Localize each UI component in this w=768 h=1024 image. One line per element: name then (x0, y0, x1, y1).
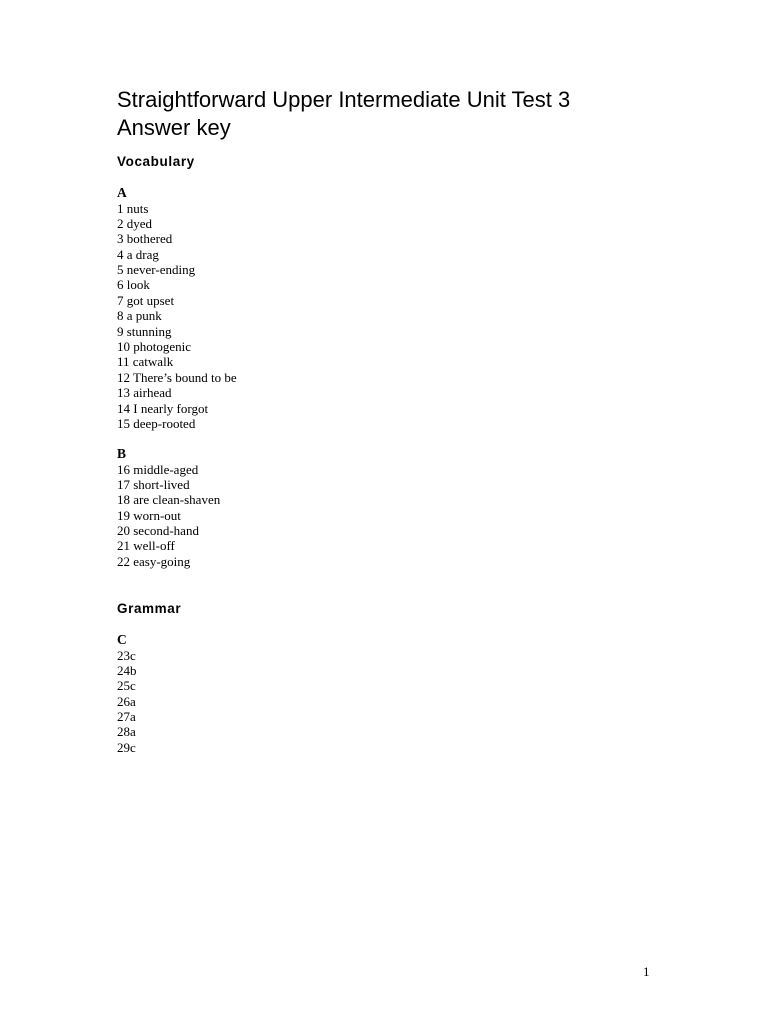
answer-item: 21 well-off (117, 538, 175, 554)
answer-item: 8 a punk (117, 308, 162, 324)
answer-item: 9 stunning (117, 323, 172, 339)
answer-item: 1 nuts (117, 200, 149, 216)
answer-item: 29c (117, 739, 136, 755)
answer-item: 12 There’s bound to be (117, 369, 237, 385)
vocabulary-heading: Vocabulary (117, 154, 195, 169)
page-number: 1 (643, 964, 650, 979)
answer-item: 16 middle-aged (117, 461, 199, 477)
answer-item: 27a (117, 709, 136, 725)
answer-item: 28a (117, 724, 136, 740)
answer-item: 4 a drag (117, 246, 159, 262)
section-b-letter: B (117, 446, 127, 461)
section-c-answer-list (117, 648, 137, 756)
section-a-letter: A (117, 185, 127, 200)
answer-item: 14 I nearly forgot (117, 400, 209, 416)
answer-item: 7 got upset (117, 292, 175, 308)
answer-item: 2 dyed (117, 215, 153, 231)
answer-item: 25c (117, 678, 136, 694)
section-c (117, 632, 137, 755)
answer-item: 19 worn-out (117, 507, 181, 523)
answer-item: 15 deep-rooted (117, 415, 196, 431)
grammar-heading: Grammar (117, 601, 182, 616)
section-c-letter: C (117, 632, 127, 647)
answer-item: 23c (117, 647, 136, 663)
section-b-answer-list (117, 462, 220, 570)
answer-item: 20 second-hand (117, 523, 199, 539)
title-line-1: Straightforward Upper Intermediate Unit Test 3 (117, 87, 571, 112)
answer-item: 22 easy-going (117, 553, 191, 569)
answer-item: 3 bothered (117, 231, 173, 247)
answer-item: 26a (117, 693, 136, 709)
answer-item: 10 photogenic (117, 339, 192, 355)
section-a-answer-list (117, 201, 237, 432)
document-title (117, 86, 717, 142)
answer-item: 24b (117, 662, 137, 678)
section-a (117, 185, 237, 431)
title-line-2: Answer key (117, 115, 231, 140)
answer-item: 13 airhead (117, 385, 172, 401)
answer-item: 11 catwalk (117, 354, 174, 370)
answer-item: 6 look (117, 277, 150, 293)
answer-item: 17 short-lived (117, 476, 190, 492)
answer-item: 5 never-ending (117, 262, 196, 278)
answer-item: 18 are clean-shaven (117, 492, 221, 508)
section-b (117, 446, 220, 569)
